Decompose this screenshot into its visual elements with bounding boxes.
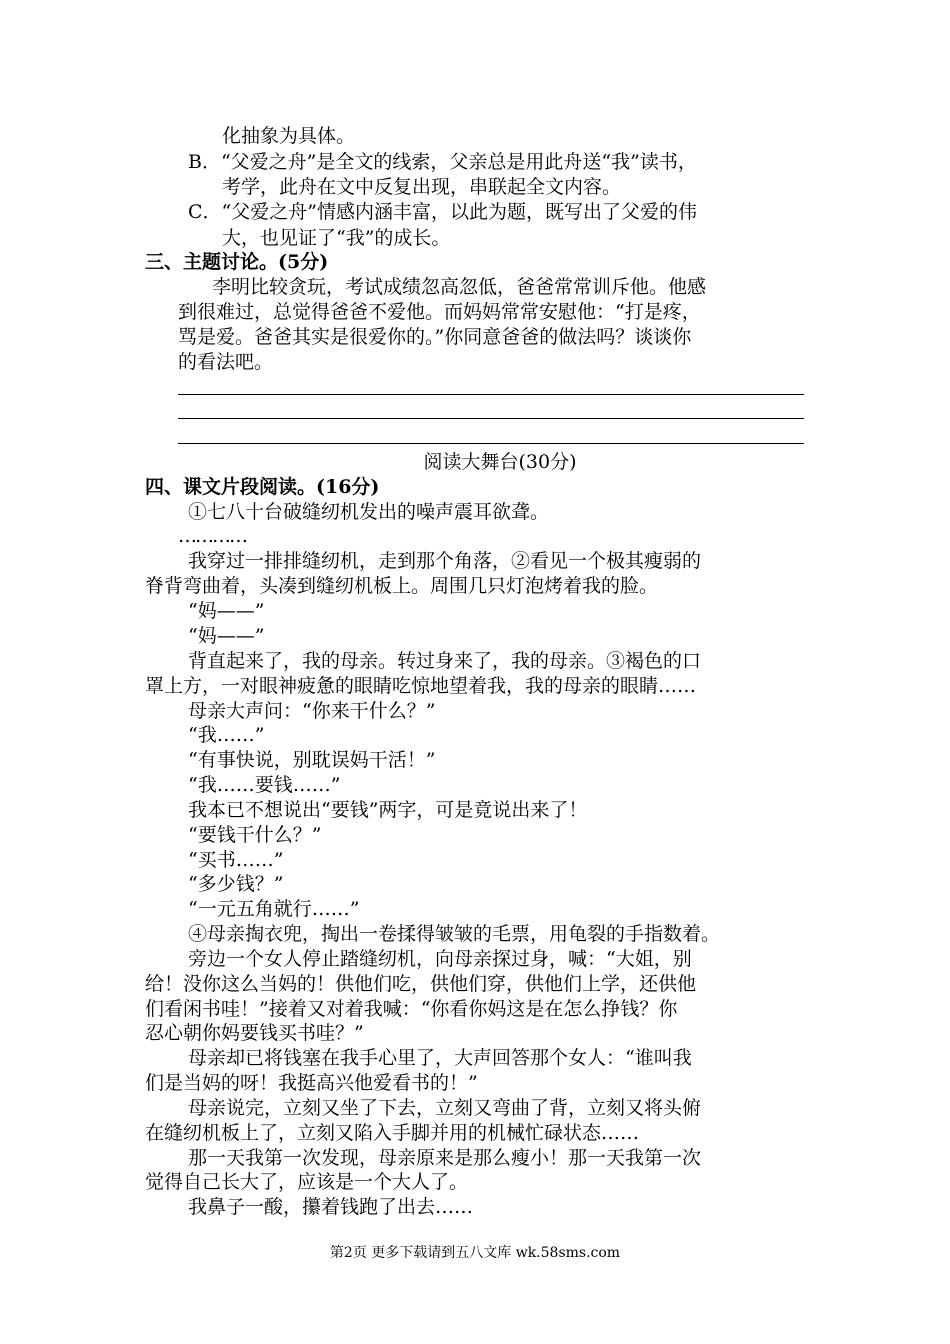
passage-line: 觉得自己长大了，应该是一个大人了。 <box>145 1171 469 1193</box>
option-b-line2: 考学，此舟在文中反复出现，串联起全文内容。 <box>222 176 622 198</box>
passage-line: “要钱干什么？” <box>188 824 322 846</box>
passage-line: 我穿过一排排缝纫机，走到那个角落，②看见一个极其瘦弱的 <box>188 550 702 572</box>
passage-line: 忍心朝你妈要钱买书哇？” <box>145 1022 364 1044</box>
passage-line: 背直起来了，我的母亲。转过身来了，我的母亲。③褐色的口 <box>188 650 702 672</box>
passage-line: ④母亲掏衣兜，掏出一卷揉得皱皱的毛票，用龟裂的手指数着。 <box>188 923 721 945</box>
passage-line: 罩上方，一对眼神疲惫的眼睛吃惊地望着我，我的母亲的眼睛…… <box>145 675 697 697</box>
section-3-line: 到很难过，总觉得爸爸不爱他。而妈妈常常安慰他：“打是疼， <box>178 301 701 323</box>
passage-line: “有事快说，别耽误妈干活！” <box>188 749 436 771</box>
passage-line: 在缝纫机板上了，立刻又陷入手脚并用的机械忙碌状态…… <box>145 1122 640 1144</box>
option-c-line2: 大，也见证了“我”的成长。 <box>222 227 451 249</box>
passage-line: 母亲大声问：“你来干什么？” <box>188 700 436 722</box>
passage-line: 母亲却已将钱塞在我手心里了，大声回答那个女人：“谁叫我 <box>188 1047 692 1069</box>
passage-line: “我……” <box>188 724 265 746</box>
passage-line: 给！没你这么当妈的！供他们吃，供他们穿，供他们上学，还供他 <box>145 973 697 995</box>
section-3-line: 的看法吧。 <box>178 351 274 373</box>
passage-line: 脊背弯曲着，头凑到缝纫机板上。周围几只灯泡烤着我的脸。 <box>145 575 659 597</box>
page-footer: 第2页 更多下载请到五八文库 wk.58sms.com <box>329 1245 621 1261</box>
passage-ellipsis: ………… <box>178 525 246 547</box>
passage-line: 们是当妈的呀！我挺高兴他爱看书的！” <box>145 1072 478 1094</box>
passage-line: 我本已不想说出“要钱”两字，可是竟说出来了！ <box>188 799 588 821</box>
passage-line: “买书……” <box>188 849 284 871</box>
passage-line: “多少钱？” <box>188 873 284 895</box>
passage-line: “一元五角就行……” <box>188 898 360 920</box>
section-3-line: 骂是爱。爸爸其实是很爱你的。”你同意爸爸的做法吗？谈谈你 <box>178 326 692 348</box>
option-b-line1: B．“父爱之舟”是全文的线索，父亲总是用此舟送“我”读书， <box>188 151 697 173</box>
answer-line[interactable] <box>178 394 804 395</box>
passage-line: “妈——” <box>188 600 265 622</box>
passage-line: 母亲说完，立刻又坐了下去，立刻又弯曲了背，立刻又将头俯 <box>188 1097 702 1119</box>
passage-line: “妈——” <box>188 625 265 647</box>
passage-line: 我鼻子一酸，攥着钱跑了出去…… <box>188 1196 474 1218</box>
reading-stage-title: 阅读大舞台(30分) <box>423 451 577 473</box>
passage-line: “我……要钱……” <box>188 774 341 796</box>
passage-line: ①七八十台破缝纫机发出的噪声震耳欲聋。 <box>188 501 550 523</box>
option-c-line1: C．“父爱之舟”情感内涵丰富，以此为题，既写出了父爱的伟 <box>188 201 697 223</box>
section-3-line: 李明比较贪玩，考试成绩忽高忽低，爸爸常常训斥他。他感 <box>212 276 707 298</box>
section-3-heading: 三、主题讨论。(5分) <box>145 251 329 273</box>
answer-line[interactable] <box>178 418 804 419</box>
answer-line[interactable] <box>178 443 804 444</box>
option-a-tail: 化抽象为具体。 <box>222 125 356 147</box>
passage-line: 那一天我第一次发现，母亲原来是那么瘦小！那一天我第一次 <box>188 1147 702 1169</box>
passage-line: 旁边一个女人停止踏缝纫机，向母亲探过身，喊：“大姐，别 <box>188 948 692 970</box>
passage-line: 们看闲书哇！”接着又对着我喊：“你看你妈这是在怎么挣钱？你 <box>145 998 678 1020</box>
section-4-heading: 四、课文片段阅读。(16分) <box>145 476 380 498</box>
